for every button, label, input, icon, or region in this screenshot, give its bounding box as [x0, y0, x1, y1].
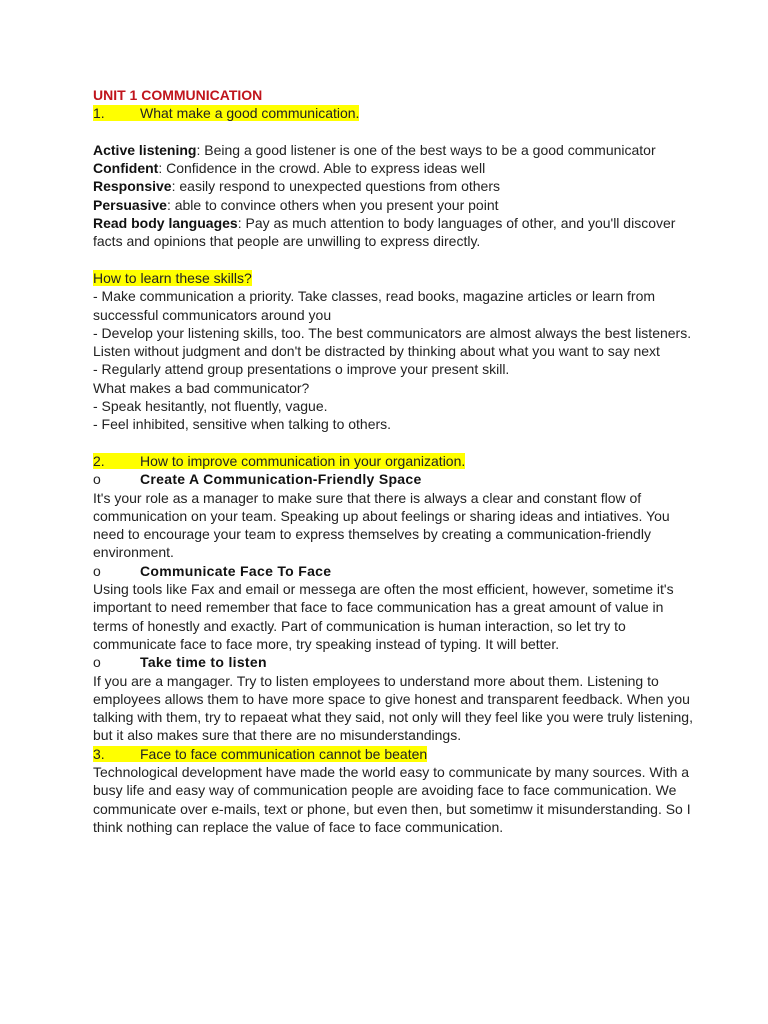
- quality-text: : Being a good listener is one of the best ways to be a good communicator: [196, 141, 656, 158]
- learn-line: - Speak hesitantly, not fluently, vague.: [93, 398, 328, 415]
- bullet-icon: o: [93, 471, 101, 488]
- section-3-body: Technological development have made the world easy to communicate by many sources. With a busy life and easy way of communication people are avoiding face to face communication. We communicate over e-mails, text or phone, but even then, but sometimw it misunderstanding. So I think nothing can replace the value of face to face communication.: [93, 763, 691, 835]
- section-3-heading: [93, 745, 693, 763]
- subsection-body: It's your role as a manager to make sure that there is always a clear and constant flow of communication on your team. Speaking up about feelings or sharing ideas and intiatives. You need to encourage your team to express themselves by creating a communication-friendly environment.: [93, 489, 670, 561]
- quality-item: [93, 177, 693, 195]
- section-1-number: 1.: [93, 105, 105, 122]
- document-title: UNIT 1 COMMUNICATION: [93, 87, 263, 103]
- learn-line: - Feel inhibited, sensitive when talking to others.: [93, 416, 392, 433]
- bullet-icon: o: [93, 562, 101, 579]
- quality-label: Persuasive: [93, 196, 167, 213]
- subsection-heading: [93, 653, 693, 671]
- bullet-icon: o: [93, 654, 101, 671]
- learn-line: - Develop your listening skills, too. The best communicators are almost always the best listeners. Listen without judgment and don't be distracted by thinking about what you want to say next: [93, 324, 692, 360]
- quality-text: : able to convince others when you present your point: [166, 196, 499, 213]
- section-3-heading-text: Face to face communication cannot be beaten: [140, 745, 428, 762]
- learn-line: - Make communication a priority. Take classes, read books, magazine articles or learn from successful communicators around you: [93, 288, 656, 323]
- section-1-heading: [93, 104, 693, 122]
- subsection-body: If you are a mangager. Try to listen employees to understand more about them. Listening to employees allows them to have more space to give honest and transparent feedback. When you talking with them, try to repaeat what they said, not only will they feel like you were truly listening, but it also makes sure that there are no misunderstandings.: [93, 672, 693, 744]
- learn-heading: [93, 269, 693, 287]
- quality-item: [93, 141, 693, 159]
- quality-text: : easily respond to unexpected questions from others: [171, 178, 501, 195]
- section-3-number: 3.: [93, 745, 105, 762]
- blank-line: [93, 434, 693, 452]
- subsection-title: Take time to listen: [140, 654, 267, 671]
- quality-text: : Confidence in the crowd. Able to express ideas well: [158, 160, 486, 177]
- blank-line: [93, 251, 693, 269]
- section-2-number: 2.: [93, 452, 105, 469]
- section-2-heading: [93, 452, 693, 470]
- quality-item: [93, 196, 693, 214]
- quality-item: [93, 159, 693, 177]
- subsection-body: Using tools like Fax and email or messega are often the most efficient, however, sometime it's important to need remember that face to face communication has a great amount of value in terms of honestly and exactly. Part of communication is human interaction, so let try to communicate face to face more, try speaking instead of typing. It will better.: [93, 581, 674, 652]
- section-2-heading-text: How to improve communication in your organization.: [140, 452, 466, 469]
- quality-label: Responsive: [93, 178, 172, 195]
- quality-text: : Pay as much attention to body languages of other, and you'll discover facts and opinions that people are unwilling to express directly.: [93, 215, 676, 250]
- subsection-heading: [93, 470, 693, 488]
- subsection-title: Communicate Face To Face: [140, 562, 332, 579]
- document-page: [93, 86, 693, 836]
- quality-label: Active listening: [93, 141, 197, 158]
- bad-communicator-question: What makes a bad communicator?: [93, 379, 310, 396]
- subsection-heading: [93, 562, 693, 580]
- blank-line: [93, 123, 693, 141]
- quality-item: [93, 214, 693, 251]
- learn-line: - Regularly attend group presentations o improve your present skill.: [93, 361, 510, 378]
- quality-label: Confident: [93, 160, 159, 177]
- learn-heading-text: How to learn these skills?: [93, 269, 252, 286]
- subsection-title: Create A Communication-Friendly Space: [140, 471, 422, 488]
- quality-label: Read body languages: [93, 215, 238, 232]
- section-1-heading-text: What make a good communication.: [140, 105, 360, 122]
